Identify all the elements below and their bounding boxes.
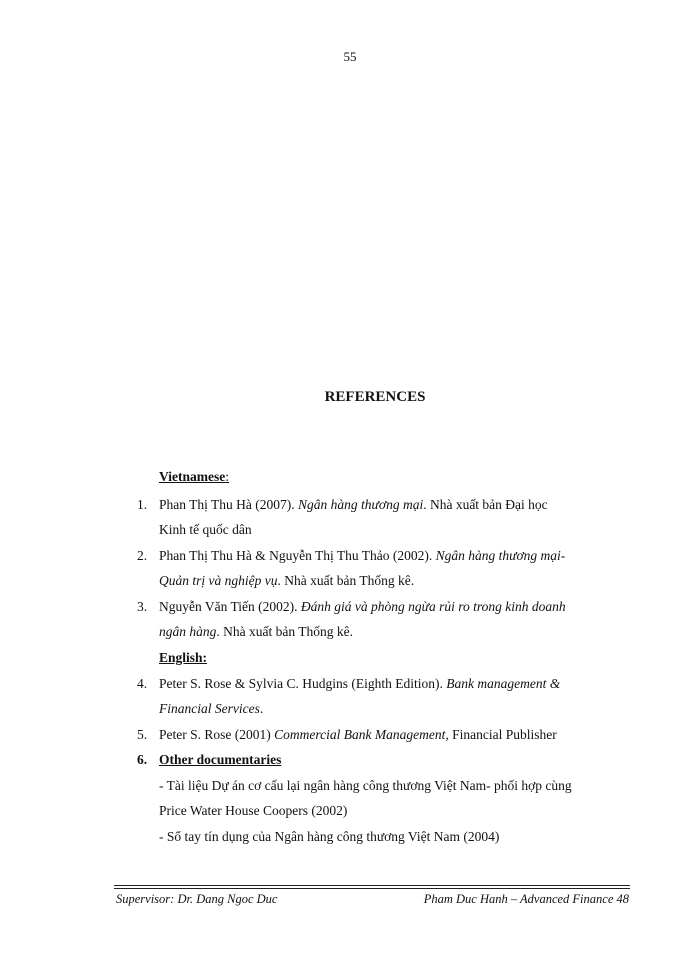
reference-line xyxy=(159,492,633,517)
section-heading-other: Other documentaries xyxy=(159,752,282,767)
page-title: REFERENCES xyxy=(324,389,426,405)
footer-author: Pham Duc Hanh – Advanced Finance 48 xyxy=(423,892,629,906)
reference-line xyxy=(159,594,633,619)
reference-line xyxy=(159,619,633,644)
reference-title: Bank management & xyxy=(446,676,561,691)
reference-number: 3. xyxy=(137,599,148,614)
reference-title: Ngân hàng thương mại xyxy=(298,497,424,512)
reference-title: Quản trị và nghiệp vụ xyxy=(159,573,278,588)
reference-number: 2. xyxy=(137,548,148,563)
footer-supervisor: Supervisor: Dr. Dang Ngoc Duc xyxy=(116,892,278,906)
reference-item-5 xyxy=(137,722,633,747)
reference-text: Phan Thị Thu Hà (2007). xyxy=(159,497,298,512)
reference-number: 5. xyxy=(137,727,148,742)
section-heading-vietnamese-colon: : xyxy=(225,469,229,484)
reference-number: 4. xyxy=(137,676,148,691)
reference-line xyxy=(159,543,633,568)
reference-number: 6. xyxy=(137,752,148,767)
reference-text: . Nhà xuất bản Thống kê. xyxy=(216,624,353,639)
reference-text: Financial Publisher xyxy=(448,727,557,742)
reference-line xyxy=(159,671,633,696)
reference-number: 1. xyxy=(137,497,148,512)
reference-title: ngân hàng xyxy=(159,624,217,639)
reference-text: Nguyễn Văn Tiến (2002). xyxy=(159,599,301,614)
reference-line xyxy=(159,722,633,747)
reference-title: Ngân hàng thương mại- xyxy=(435,548,566,563)
reference-title: Đánh giá và phòng ngừa rủi ro trong kinh doanh xyxy=(300,599,566,614)
reference-text: . Nhà xuất bản Thống kê. xyxy=(277,573,415,588)
reference-item-6 xyxy=(137,747,633,772)
other-document-line: - Sổ tay tín dụng của Ngân hàng công thương Việt Nam (2004) xyxy=(159,829,500,844)
footer-rule-top xyxy=(114,885,630,886)
other-document-line: Price Water House Coopers (2002) xyxy=(159,803,348,818)
reference-text: Kinh tế quốc dân xyxy=(159,522,252,537)
reference-item-4 xyxy=(137,671,633,721)
reference-item-1 xyxy=(137,492,633,542)
reference-line xyxy=(159,568,633,593)
reference-title: Commercial Bank Management, xyxy=(274,727,449,742)
footer-rule-bottom xyxy=(114,888,630,889)
reference-item-2 xyxy=(137,543,633,593)
section-heading-english: English: xyxy=(159,650,208,665)
reference-text: Peter S. Rose (2001) xyxy=(159,727,275,742)
reference-text: Peter S. Rose & Sylvia C. Hudgins (Eighth Edition). xyxy=(159,676,447,691)
reference-text: Phan Thị Thu Hà & Nguyễn Thị Thu Thảo (2002). xyxy=(159,548,436,563)
other-document-line: - Tài liệu Dự án cơ cấu lại ngân hàng công thương Việt Nam- phối hợp cùng xyxy=(159,778,572,793)
reference-item-3 xyxy=(137,594,633,644)
page-number: 55 xyxy=(343,49,357,64)
reference-text: . Nhà xuất bản Đại học xyxy=(423,497,548,512)
reference-title: Financial Services xyxy=(159,701,260,716)
section-heading-vietnamese xyxy=(159,469,229,485)
reference-line xyxy=(159,696,633,721)
section-heading-vietnamese-text: Vietnamese xyxy=(159,469,226,484)
reference-line xyxy=(159,517,633,542)
reference-text: . xyxy=(259,701,264,716)
